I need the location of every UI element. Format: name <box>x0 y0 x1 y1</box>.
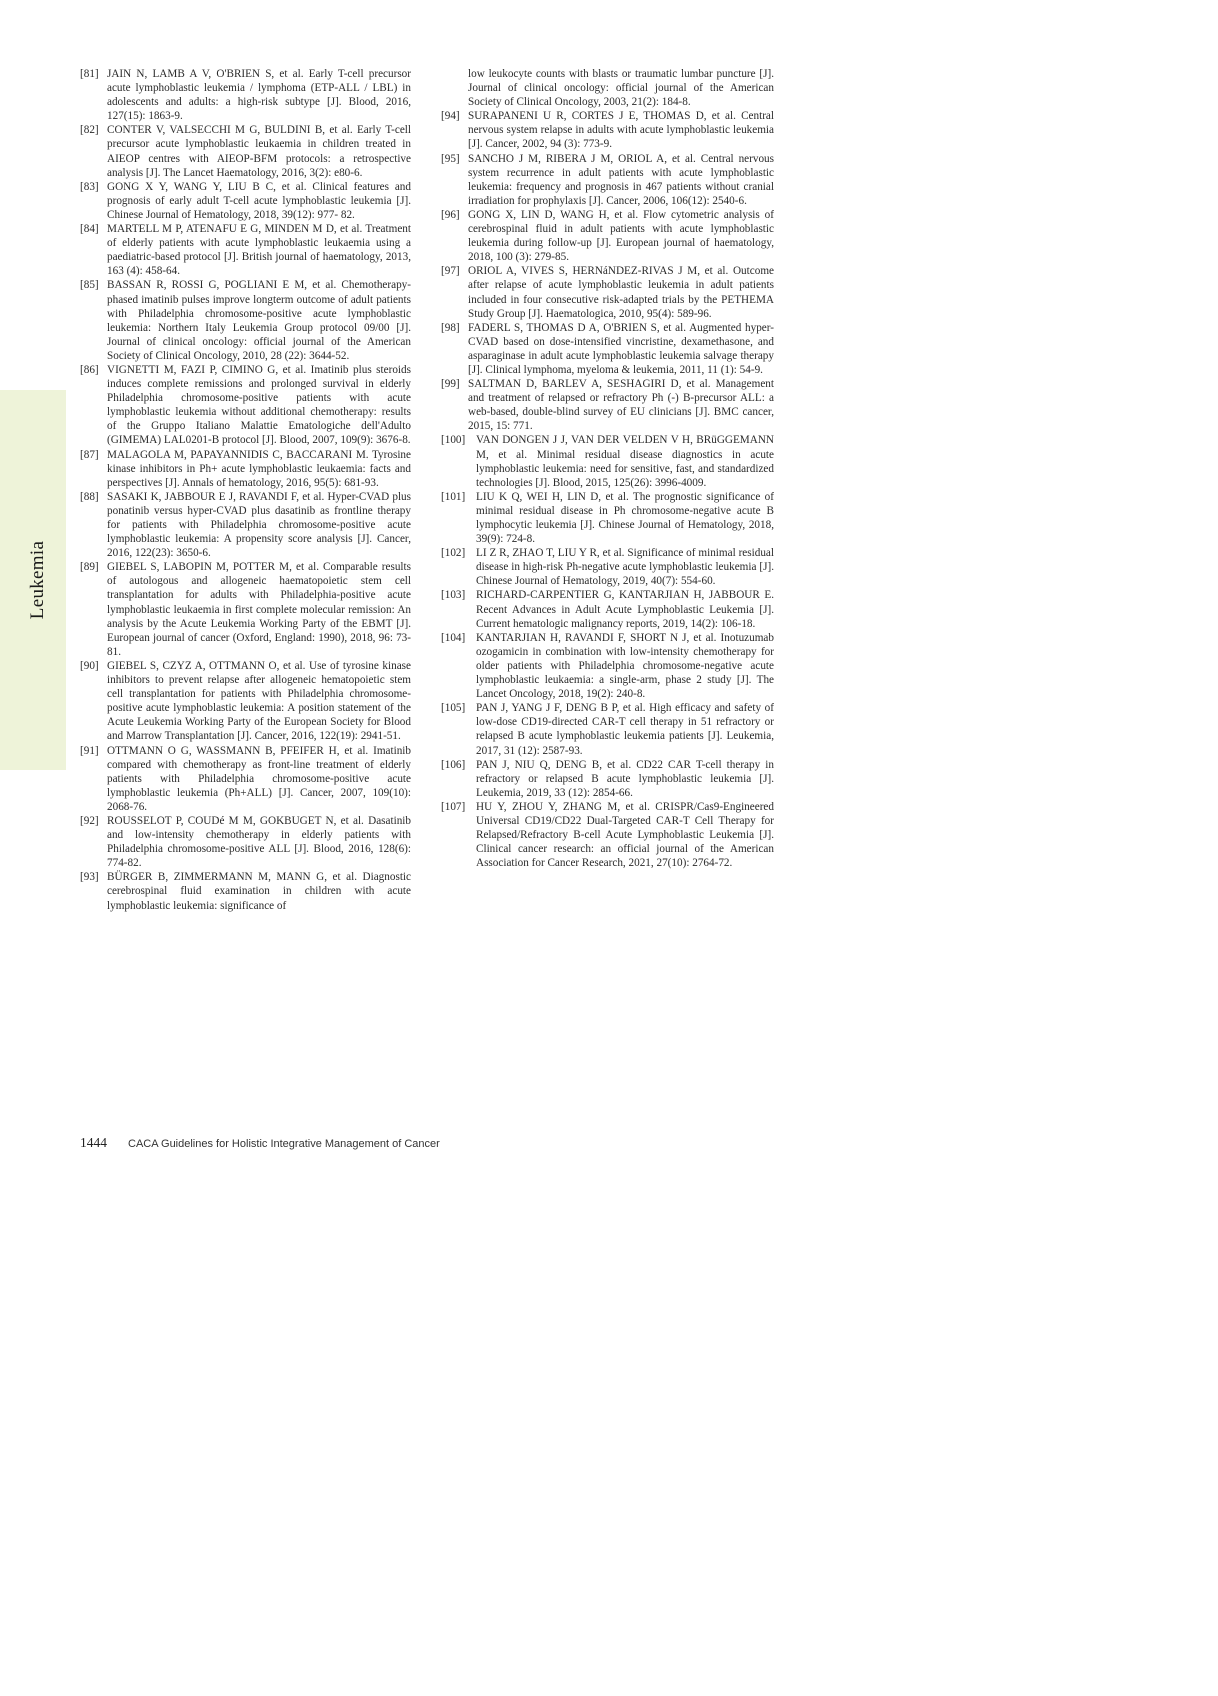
reference-number: [81] <box>80 68 99 80</box>
reference-text: PAN J, YANG J F, DENG B P, et al. High efficacy and safety of low-dose CD19-directed CAR-T cell therapy in 51 refractory or relapsed B acute lymphoblastic leukemia patients [J]. Leukemia, 2017, 31 (12): 2587-93. <box>476 702 774 757</box>
reference-90 <box>80 659 411 744</box>
reference-93 <box>80 870 411 912</box>
reference-text: BASSAN R, ROSSI G, POGLIANI E M, et al. Chemotherapy-phased imatinib pulses improve longterm outcome of adult patients with Philadelphia chromosome-positive acute lymphoblastic leukemia: Northern Italy Leukemia Group protocol 09/00 [J]. Journal of clinical oncology: official journal of the American Society of Clinical Oncology, 2010, 28 (22): 3644-52. <box>107 279 411 362</box>
reference-number: [106] <box>441 758 466 771</box>
reference-89 <box>80 560 411 659</box>
reference-number: [101] <box>441 490 466 503</box>
reference-83 <box>80 180 411 222</box>
reference-94 <box>441 109 774 151</box>
reference-text: FADERL S, THOMAS D A, O'BRIEN S, et al. Augmented hyper-CVAD based on dose-intensified vincristine, dexamethasone, and asparaginase in adult acute lymphoblastic leukemia salvage therapy [J]. Clinical lymphoma, myeloma & leukemia, 2011, 11 (1): 54-9. <box>468 321 774 376</box>
reference-number: [102] <box>441 547 466 560</box>
reference-text: LIU K Q, WEI H, LIN D, et al. The prognostic significance of minimal residual disease in Ph chromosome-negative acute B lymphocytic leukemia [J]. Chinese Journal of Hematology, 2018, 39(9): 724-8. <box>476 490 774 546</box>
reference-text: MALAGOLA M, PAPAYANNIDIS C, BACCARANI M. Tyrosine kinase inhibitors in Ph+ acute lymphoblastic leukaemia: facts and perspectives [J]. Annals of hematology, 2016, 95(5): 681-93. <box>107 448 411 489</box>
reference-100 <box>441 433 774 489</box>
reference-number: [90] <box>80 659 99 672</box>
reference-106 <box>441 758 774 800</box>
reference-number: [91] <box>80 744 99 757</box>
reference-92 <box>80 814 411 870</box>
reference-93-continuation: low leukocyte counts with blasts or traumatic lumbar puncture [J]. Journal of clinical oncology: official journal of the American Society of Clinical Oncology, 2003, 21(2): 184-8. <box>468 68 774 109</box>
reference-number: [95] <box>441 152 460 165</box>
reference-number: [85] <box>80 279 99 292</box>
reference-number: [103] <box>441 589 466 602</box>
reference-text: SASAKI K, JABBOUR E J, RAVANDI F, et al. Hyper-CVAD plus ponatinib versus hyper-CVAD plus dasatinib as frontline therapy for patients with Philadelphia chromosome-positive acute lymphoblastic leukemia: A propensity score analysis [J]. Cancer, 2016, 122(23): 3650-6. <box>107 490 411 560</box>
reference-102 <box>441 546 774 588</box>
reference-107 <box>441 800 774 870</box>
reference-text: VAN DONGEN J J, VAN DER VELDEN V H, BRüGGEMANN M, et al. Minimal residual disease diagnostics in acute lymphoblastic leukemia: need for sensitive, fast, and standardized technologies [J]. Blood, 2015, 125(26): 3996-4009. <box>476 434 774 489</box>
reference-103 <box>441 588 774 630</box>
reference-text: GONG X, LIN D, WANG H, et al. Flow cytometric analysis of cerebrospinal fluid in adult patients with acute lymphoblastic leukemia during follow-up [J]. European journal of haematology, 2018, 100 (3): 279-85. <box>468 208 774 264</box>
references-right-column <box>441 67 774 870</box>
reference-91 <box>80 744 411 814</box>
reference-number: [105] <box>441 702 466 715</box>
reference-96 <box>441 208 774 264</box>
reference-text: CONTER V, VALSECCHI M G, BULDINI B, et al. Early T-cell precursor acute lymphoblastic leukaemia in children treated in AIEOP centres with AIEOP-BFM protocols: a retrospective analysis [J]. The Lancet Haematology, 2016, 3(2): e80-6. <box>107 124 411 179</box>
reference-text: GIEBEL S, LABOPIN M, POTTER M, et al. Comparable results of autologous and allogeneic haematopoietic stem cell transplantation for adults with Philadelphia-positive acute lymphoblastic leukaemia in first complete molecular remission: An analysis by the Acute Leukemia Working Party of the EBMT [J]. European journal of cancer (Oxford, England: 1990), 2018, 96: 73-81. <box>107 561 411 658</box>
reference-number: [104] <box>441 631 466 644</box>
reference-98 <box>441 321 774 377</box>
reference-number: [92] <box>80 814 99 827</box>
reference-text: VIGNETTI M, FAZI P, CIMINO G, et al. Imatinib plus steroids induces complete remissions and prolonged survival in elderly Philadelphia chromosome-positive patients with acute lymphoblastic leukemia without additional chemotherapy: results of the Gruppo Italiano Malattie Ematologiche dell'Adulto (GIMEMA) LAL0201-B protocol [J]. Blood, 2007, 109(9): 3676-8. <box>107 363 411 447</box>
reference-86 <box>80 363 411 448</box>
reference-text: SALTMAN D, BARLEV A, SESHAGIRI D, et al. Management and treatment of relapsed or refractory Ph (-) B-precursor ALL: a web-based, double-blind survey of EU clinicians [J]. BMC cancer, 2015, 15: 771. <box>468 378 774 433</box>
page-footer <box>80 1135 440 1151</box>
reference-number: [84] <box>80 223 99 236</box>
reference-number: [87] <box>80 448 99 461</box>
reference-105 <box>441 701 774 757</box>
reference-text: BÜRGER B, ZIMMERMANN M, MANN G, et al. Diagnostic cerebrospinal fluid examination in children with acute lymphoblastic leukemia: significance of <box>107 871 411 912</box>
reference-text: ORIOL A, VIVES S, HERNáNDEZ-RIVAS J M, et al. Outcome after relapse of acute lymphoblastic leukemia in adult patients included in four consecutive risk-adapted trials by the PETHEMA Study Group [J]. Haematologica, 2010, 95(4): 589-96. <box>468 265 774 320</box>
reference-99 <box>441 377 774 433</box>
reference-number: [98] <box>441 321 460 334</box>
reference-85 <box>80 278 411 363</box>
reference-number: [94] <box>441 110 460 123</box>
reference-text: GIEBEL S, CZYZ A, OTTMANN O, et al. Use of tyrosine kinase inhibitors to prevent relapse after allogeneic hematopoietic stem cell transplantation for patients with Philadelphia chromosome-positive acute lymphoblastic leukemia: A position statement of the Acute Leukemia Working Party of the European Society for Blood and Marrow Transplantation [J]. Cancer, 2016, 122(19): 2941-51. <box>107 659 411 743</box>
reference-text: PAN J, NIU Q, DENG B, et al. CD22 CAR T-cell therapy in refractory or relapsed B acute lymphoblastic leukemia [J]. Leukemia, 2019, 33 (12): 2854-66. <box>476 758 774 799</box>
reference-number: [100] <box>441 434 466 447</box>
reference-81 <box>80 67 411 123</box>
page-number: 1444 <box>80 1135 107 1150</box>
references-left-column <box>80 67 411 913</box>
reference-number: [86] <box>80 363 99 376</box>
reference-101 <box>441 490 774 546</box>
reference-88 <box>80 490 411 560</box>
reference-text: LI Z R, ZHAO T, LIU Y R, et al. Significance of minimal residual disease in high-risk Ph-negative acute lymphoblastic leukemia [J]. Chinese Journal of Hematology, 2019, 40(7): 554-60. <box>476 547 774 588</box>
reference-text: KANTARJIAN H, RAVANDI F, SHORT N J, et al. Inotuzumab ozogamicin in combination with low-intensity chemotherapy for older patients with Philadelphia chromosome-negative acute lymphoblastic leukaemia: a single-arm, phase 2 study [J]. The Lancet Oncology, 2018, 19(2): 240-8. <box>476 631 774 701</box>
reference-82 <box>80 123 411 179</box>
reference-number: [88] <box>80 490 99 503</box>
reference-text: RICHARD-CARPENTIER G, KANTARJIAN H, JABBOUR E. Recent Advances in Adult Acute Lymphoblastic Leukemia [J]. Current hematologic malignancy reports, 2019, 14(2): 106-18. <box>476 589 774 630</box>
reference-84 <box>80 222 411 278</box>
reference-95 <box>441 152 774 208</box>
reference-number: [97] <box>441 265 460 278</box>
reference-87 <box>80 448 411 490</box>
reference-text: ROUSSELOT P, COUDé M M, GOKBUGET N, et al. Dasatinib and low-intensity chemotherapy in elderly patients with Philadelphia chromosome-positive ALL [J]. Blood, 2016, 128(6): 774-82. <box>107 814 411 870</box>
reference-number: [107] <box>441 800 466 813</box>
reference-number: [82] <box>80 124 99 137</box>
reference-text: JAIN N, LAMB A V, O'BRIEN S, et al. Early T-cell precursor acute lymphoblastic leukemia / lymphoma (ETP-ALL / LBL) in adolescents and adults: a high-risk subtype [J]. Blood, 2016, 127(15): 1863-9. <box>107 68 411 123</box>
reference-text: SURAPANENI U R, CORTES J E, THOMAS D, et al. Central nervous system relapse in adults with acute lymphoblastic leukemia [J]. Cancer, 2002, 94 (3): 773-9. <box>468 110 774 151</box>
reference-text: OTTMANN O G, WASSMANN B, PFEIFER H, et al. Imatinib compared with chemotherapy as front-line treatment of elderly patients with Philadelphia chromosome-positive acute lymphoblastic leukemia (Ph+ALL) [J]. Cancer, 2007, 109(10): 2068-76. <box>107 744 411 813</box>
reference-text: GONG X Y, WANG Y, LIU B C, et al. Clinical features and prognosis of early adult T-cell acute lymphoblastic leukemia [J]. Chinese Journal of Hematology, 2018, 39(12): 977- 82. <box>107 180 411 221</box>
reference-text: SANCHO J M, RIBERA J M, ORIOL A, et al. Central nervous system recurrence in adult patients with acute lymphoblastic leukemia: frequency and prognosis in 467 patients without cranial irradiation for prophylaxis [J]. Cancer, 2006, 106(12): 2540-6. <box>468 152 774 207</box>
journal-title: CACA Guidelines for Holistic Integrative Management of Cancer <box>128 1138 440 1150</box>
reference-97 <box>441 264 774 320</box>
reference-number: [89] <box>80 561 99 574</box>
reference-number: [83] <box>80 180 99 193</box>
reference-number: [93] <box>80 871 99 884</box>
reference-number: [99] <box>441 378 460 391</box>
reference-104 <box>441 631 774 701</box>
section-side-label: Leukemia <box>27 540 48 620</box>
reference-text: HU Y, ZHOU Y, ZHANG M, et al. CRISPR/Cas9-Engineered Universal CD19/CD22 Dual-Targeted CAR-T Cell Therapy for Relapsed/Refractory B-cell Acute Lymphoblastic Leukemia [J]. Clinical cancer research: an official journal of the American Association for Cancer Research, 2021, 27(10): 2764-72. <box>476 800 774 870</box>
reference-text: MARTELL M P, ATENAFU E G, MINDEN M D, et al. Treatment of elderly patients with acute lymphoblastic leukaemia using a paediatric-based protocol [J]. British journal of haematology, 2013, 163 (4): 458-64. <box>107 223 411 278</box>
reference-number: [96] <box>441 208 460 221</box>
